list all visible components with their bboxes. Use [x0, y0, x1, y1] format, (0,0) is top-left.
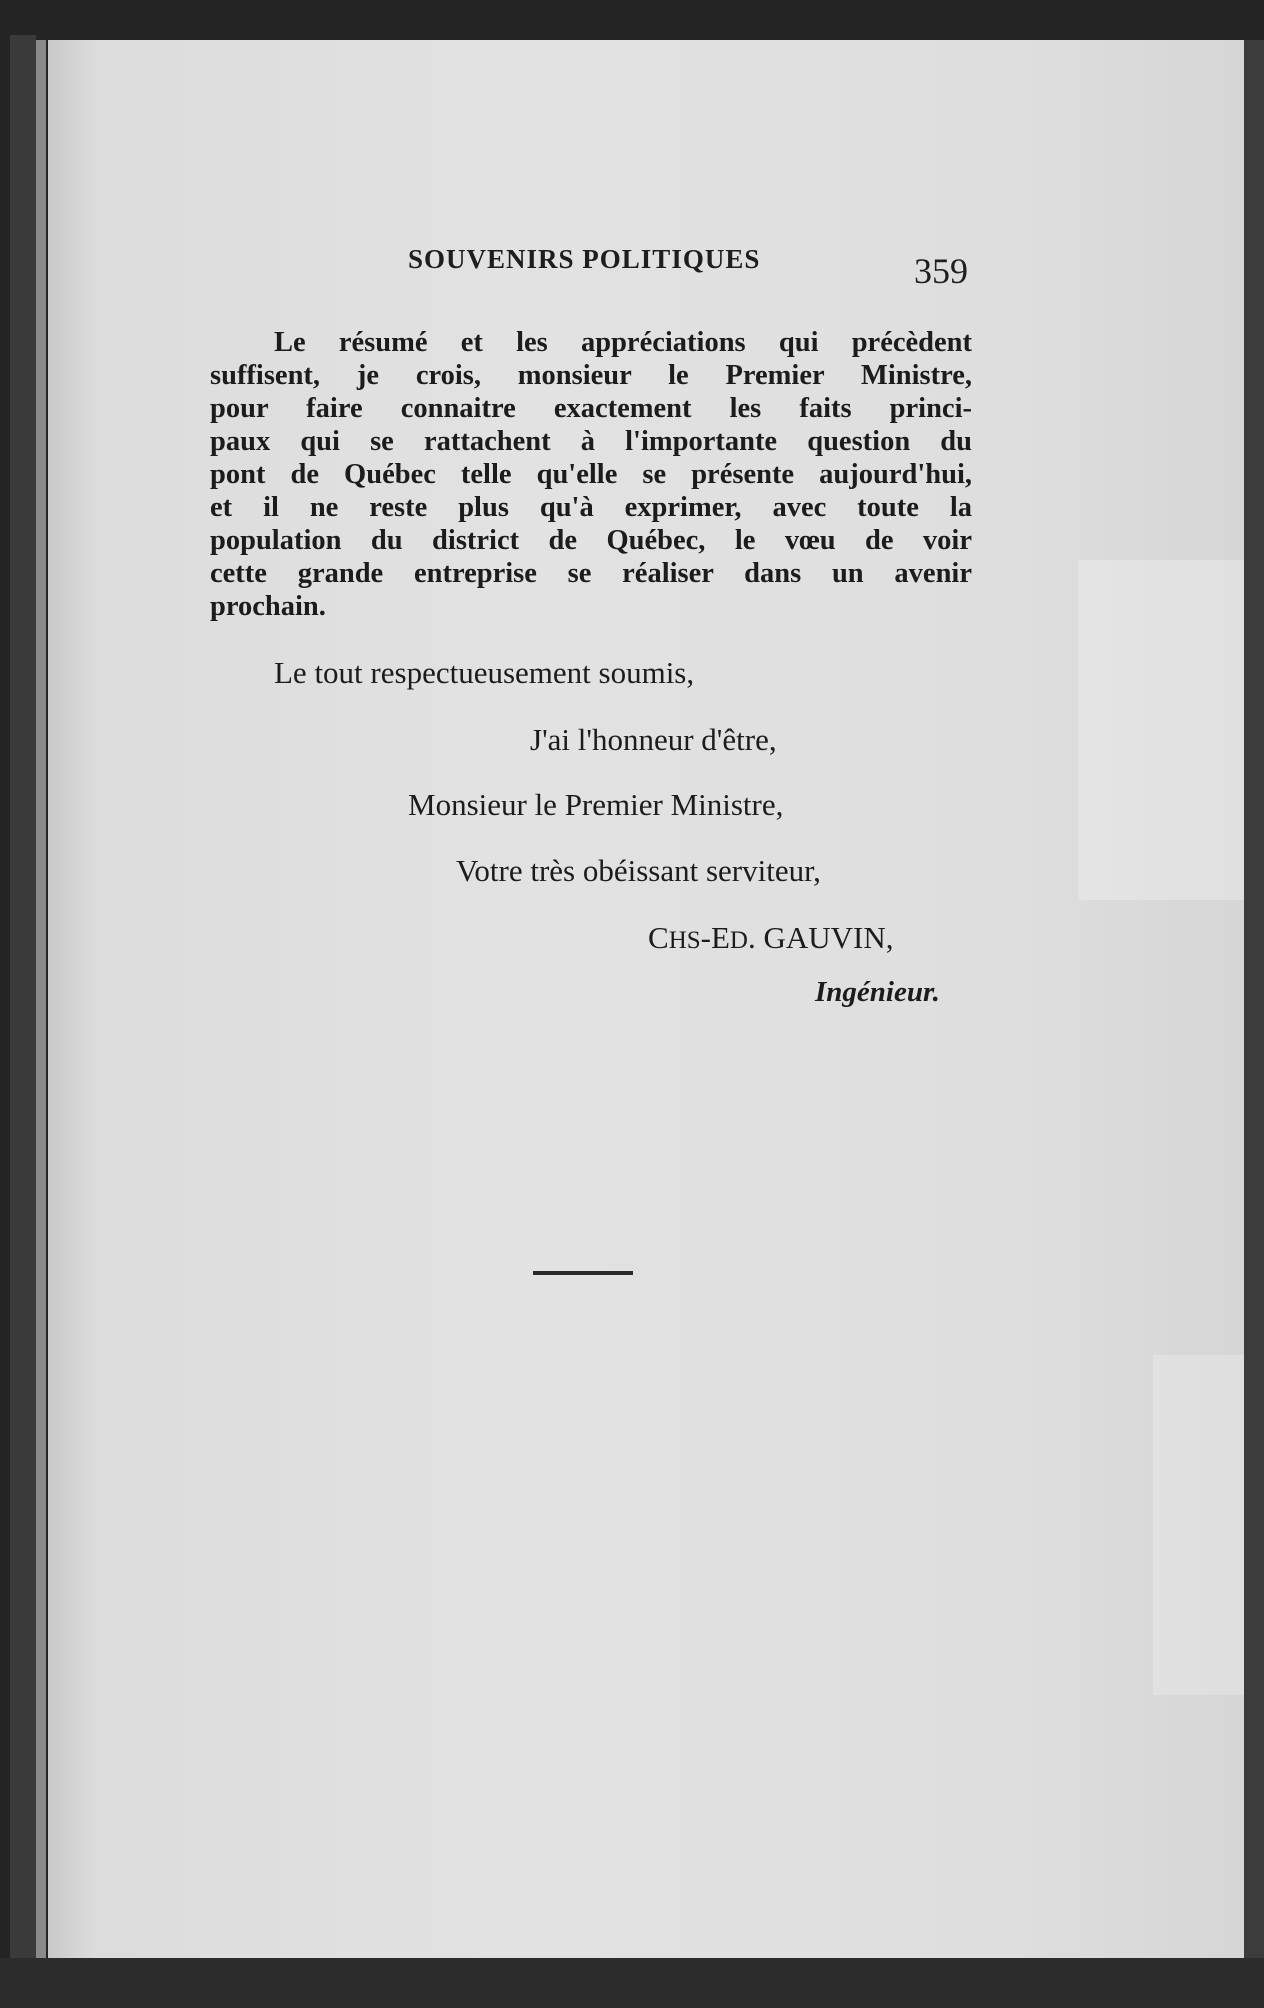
signature-initial: C — [648, 920, 669, 955]
signature-title: Ingénieur. — [815, 976, 940, 1008]
signature-small-caps: D — [729, 927, 748, 954]
closing-submitted: Le tout respectueusement soumis, — [274, 655, 695, 690]
book-gutter — [36, 40, 46, 1965]
paragraph-line: cette grande entreprise se réaliser dans un avenir — [210, 558, 972, 589]
signature-name — [648, 920, 894, 956]
end-rule — [533, 1271, 633, 1275]
page-number: 359 — [914, 251, 968, 291]
paragraph-line: population du district de Québec, le vœu de voir — [210, 525, 972, 556]
paragraph-line: suffisent, je crois, monsieur le Premier Ministre, — [210, 360, 972, 391]
paragraph-line: prochain. — [210, 591, 326, 622]
closing-honour: J'ai l'honneur d'être, — [530, 722, 777, 757]
closing-servant: Votre très obéissant serviteur, — [456, 853, 821, 888]
signature-initial: E — [710, 920, 730, 955]
signature-small-caps: HS — [668, 927, 701, 954]
signature-surname: . GAUVIN, — [747, 920, 894, 955]
running-title: SOUVENIRS POLITIQUES — [408, 244, 761, 274]
closing-salutation: Monsieur le Premier Ministre, — [408, 787, 784, 822]
signature-separator: - — [700, 920, 711, 955]
paragraph-line: pont de Québec telle qu'elle se présente aujourd'hui, — [210, 459, 972, 490]
paragraph-line: pour faire connaitre exactement les faits princi- — [210, 393, 972, 424]
book-spine — [10, 35, 36, 1970]
paragraph-line: paux qui se rattachent à l'importante question du — [210, 426, 972, 457]
page-edge-bottom — [0, 1958, 1264, 2008]
paragraph-line: et il ne reste plus qu'à exprimer, avec toute la — [210, 492, 972, 523]
paper-stain — [1078, 560, 1264, 900]
paragraph-line: Le résumé et les appréciations qui précèdent — [274, 327, 972, 358]
page-edge-right — [1244, 40, 1264, 1965]
main-paragraph — [210, 326, 972, 623]
